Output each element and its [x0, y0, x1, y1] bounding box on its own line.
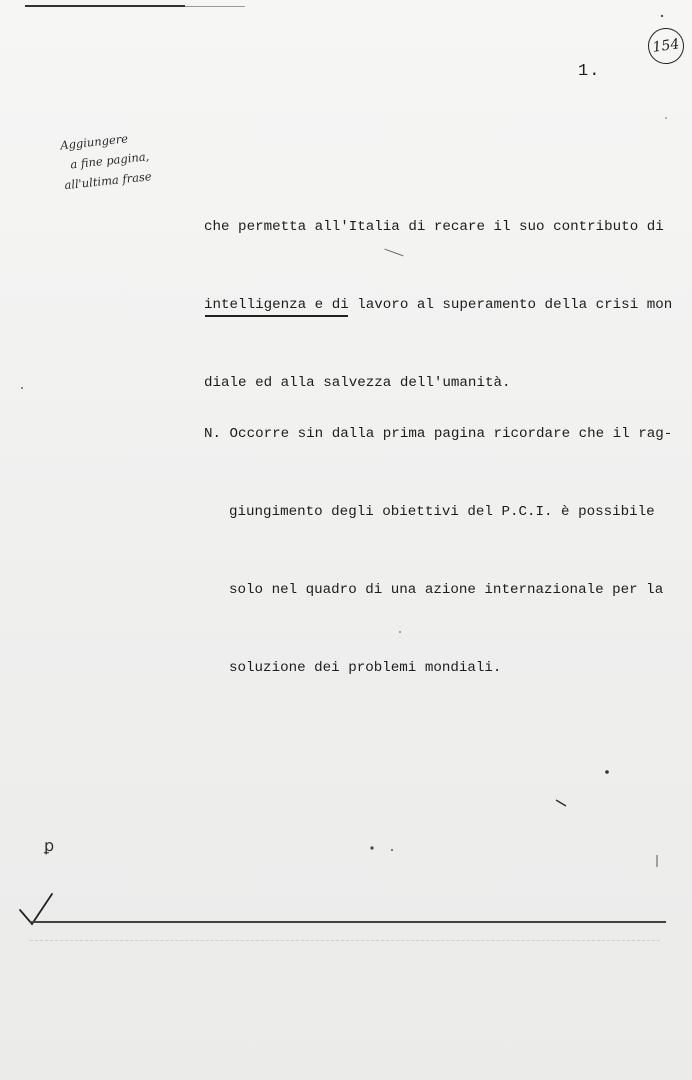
note-line: all'ultima frase	[63, 169, 153, 193]
page-number: 1.	[578, 62, 601, 81]
note-line: Aggiungere	[59, 131, 129, 153]
text-line: giungimento degli obiettivi del P.C.I. è possibile	[229, 504, 655, 520]
text-line: solo nel quadro di una azione internazionale per la	[229, 582, 664, 598]
archive-number: 154	[651, 36, 681, 56]
note-line: a fine pagina,	[69, 149, 150, 172]
text-line: diale ed alla salvezza dell'umanità.	[204, 375, 511, 391]
text-line: che permetta all'Italia di recare il suo contributo di	[204, 219, 664, 235]
text-line: N. Occorre sin dalla prima pagina ricordare che il rag-	[204, 426, 673, 442]
text-line: soluzione dei problemi mondiali.	[229, 660, 502, 676]
margin-mark-icon: ꝑ	[44, 838, 55, 856]
text-line: intelligenza e di lavoro al superamento della crisi mon	[204, 297, 673, 313]
